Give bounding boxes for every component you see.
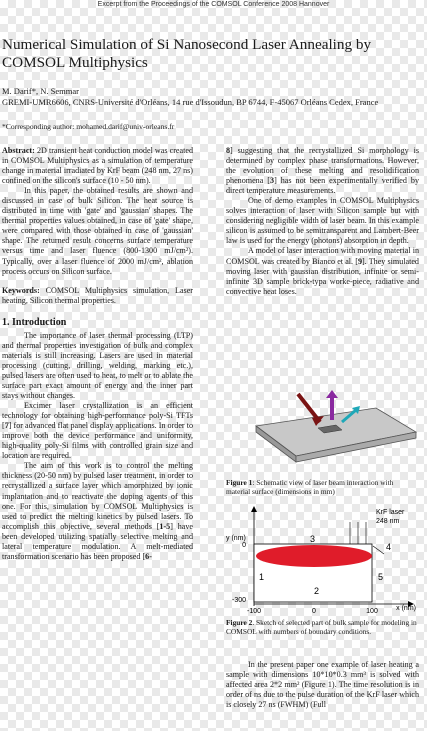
- abstract-paragraph: [2, 146, 193, 186]
- conference-banner: Excerpt from the Proceedings of the COMSOL Conference 2008 Hannover: [97, 1, 330, 8]
- figure-1-label: Figure 1: [226, 478, 253, 487]
- x-axis-label: x (nm): [396, 605, 416, 612]
- right-p3-text-b: ]. They simulated moving laser with gaussian distribution, infinite or semi-infinite 3D sample brick-typa worke-piece, radiative and convective heat loses.: [226, 256, 419, 296]
- keywords-label: Keywords:: [2, 285, 40, 295]
- boundary-4-leader: [373, 546, 384, 554]
- abstract-label: Abstract:: [2, 146, 35, 155]
- right-p1-text-a: ] suggesting that the recrystallized Si morphology is determined by complex phase transformations. However, the evolution of these melting and resolidification phenomena [: [226, 146, 419, 186]
- citation-link[interactable]: 6-: [145, 551, 152, 561]
- wavelength-label: 248 nm: [376, 518, 400, 525]
- citation-link[interactable]: 1-5: [159, 521, 171, 531]
- intro-p2-text-b: ] for advanced flat panel display applications. In order to improve both the device performance and uniformity, high-quality poly-Si films with controlled grain size and location are required.: [2, 421, 193, 461]
- intro-paragraph-3: [2, 461, 193, 561]
- boundary-number-4: 4: [386, 542, 392, 552]
- x-tick-minus-100: -100: [246, 608, 262, 614]
- intro-p3-text-b: ] have been developed utilizing spatially selective melting and lateral temperature modulation. A melt-mediated transformation scenario has been proposed [: [2, 521, 193, 561]
- figure-1-caption: [226, 478, 419, 496]
- citation-link[interactable]: 7: [4, 421, 9, 431]
- right-column-bottom: [226, 660, 419, 710]
- right-paragraph-3: [226, 246, 419, 296]
- y-axis-label: y (nm): [226, 535, 246, 542]
- figure-2-sketch: [226, 506, 421, 614]
- paper-title: Numerical Simulation of Si Nanosecond Laser Annealing by COMSOL Multiphysics: [2, 36, 372, 71]
- x-tick-100: 100: [366, 608, 378, 614]
- figure-1-schematic: [226, 384, 421, 476]
- figure-2-caption-text: . Sketch of selected part of bulk sample for modeling in COMSOL with numbers of boundary conditions.: [226, 618, 417, 637]
- right-p3-text-a: A model of laser interaction with moving material in COMSOL was created by Bianco et al. [: [226, 246, 419, 266]
- right-column: [226, 146, 419, 297]
- x-tick-0: 0: [312, 608, 316, 614]
- boundary-number-3: 3: [310, 534, 316, 544]
- right-paragraph-4: In the present paper one example of laser heating a sample with dimensions 10*10*0.3 mm³ is solved with affected area 2*2 mm² (Figure 1). The time resolution is in order of ns due to the pulse duration of the KrF laser which is closely 27 ns (FWHM) (Full: [226, 660, 419, 710]
- left-column: [2, 146, 193, 562]
- y-tick-0: 0: [242, 542, 246, 549]
- right-paragraph-2: One of demo examples in COMSOL Multiphysics solves interaction of laser with Silicon sample but with considering negligible width of laser beam. In this example silicon is assumed to be semitransparent and Lambert-Beer law is used for the energy (photons) absorption in depth.: [226, 196, 419, 246]
- emission-arrowhead: [326, 390, 338, 398]
- abstract-text-1: 2D transient heat conduction model was created in COMSOL Multiphysics as a simulation of temperature change in material irradiated by KrF beam (248 nm, 27 ns) confined on the silicon's surface (10 - 50 nm).: [2, 146, 193, 186]
- figure-2-caption: [226, 618, 419, 636]
- citation-link[interactable]: 9: [357, 256, 362, 266]
- intro-paragraph-1: The importance of laser thermal processing (LTP) and thermal properties investigation of bulk and complex materials is still increasing. Lasers are used in material processing (cutting, drilling, welding, marking etc.), pulsed lasers are often used to heat, to melt or to ablate the surface part exact amount of energy and the inner part stays without changes.: [2, 330, 193, 401]
- right-paragraph-1: [226, 146, 419, 196]
- figure-1-caption-text: : Schematic view of laser beam interaction with material surface (dimensions in mm): [226, 478, 394, 497]
- corresponding-author: *Corresponding author: mohamed.darif@univ-orleans.fr: [2, 122, 175, 131]
- abstract-text-2: In this paper, the obtained results are shown and discussed in case of bulk Silicon. The heat source is distributed in time with 'gate' and 'gaussian' shapes. The thermal properties values obtained, in case of 'gate' shape, were compared with those obtained in case of 'gaussian' shape. The returned result concerns surface temperature versus time and laser fluence (800-1300 mJ/cm²). Typically, over a laser fluence of 2000 mJ/cm², ablation process occurs on Silicon surface.: [2, 186, 193, 276]
- affiliation: GREMI-UMR6606, CNRS-Université d'Orléans, 14 rue d'Issoudun, BP 6744, F-45067 Orléans Cedex, France: [2, 97, 379, 107]
- keywords-paragraph: [2, 286, 193, 306]
- y-axis-arrowhead: [251, 506, 257, 512]
- citation-link[interactable]: 3: [270, 176, 275, 186]
- y-tick-minus-300: -300: [231, 597, 246, 604]
- boundary-number-2: 2: [314, 586, 320, 596]
- intro-paragraph-2: [2, 401, 193, 461]
- melt-zone-ellipse: [256, 545, 372, 567]
- section-heading-introduction: 1. Introduction: [2, 316, 67, 328]
- citation-link[interactable]: 8: [226, 146, 231, 155]
- boundary-number-5: 5: [378, 572, 384, 582]
- intro-p3-text-a: The aim of this work is to control the melting thickness (20-50 nm) by pulsed laser treatment, in order to recrystallized a surface layer which amorphized by ionic implantation and to reactivate the doping agents of this one. For this, simulation by COMSOL Multiphysics is used to predict the melting kinetics by pulsed lasers. To accomplish this objective, several methods [: [2, 461, 193, 531]
- intro-p2-text-a: Excimer laser crystallization is an efficient technology for obtaining high-performance poly-Si TFTs [: [2, 401, 193, 431]
- figure-2-label: Figure 2: [226, 618, 253, 627]
- boundary-number-1: 1: [259, 572, 265, 582]
- laser-label: KrF laser: [376, 509, 405, 516]
- authors: M. Darif*, N. Semmar: [2, 86, 79, 96]
- right-p1-text-b: ] has not been experimentally verified by direct temperature measurements.: [226, 176, 419, 196]
- keywords-text: COMSOL Multiphysics simulation, Laser heating, Silicon thermal properties.: [2, 285, 193, 305]
